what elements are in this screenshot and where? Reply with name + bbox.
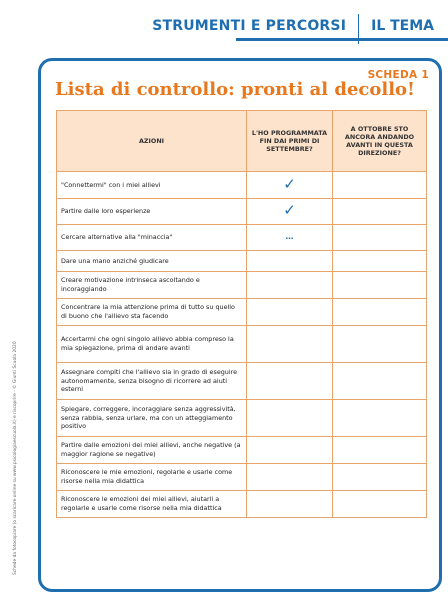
programmata-cell[interactable] [247, 199, 333, 225]
ottobre-cell[interactable] [333, 199, 427, 225]
action-cell: Creare motivazione intrinseca ascoltando e incoraggiando [57, 272, 247, 299]
table-row [57, 326, 427, 363]
programmata-cell[interactable] [247, 225, 333, 251]
action-cell: Spiegare, correggere, incoraggiare senza aggressività, senza rabbia, senza urlare, ma con un atteggiamento positivo [57, 400, 247, 437]
ellipsis-mark: … [285, 232, 294, 242]
scheda-label: SCHEDA 1 [367, 69, 429, 81]
action-cell: Partire dalle loro esperienze [57, 199, 247, 225]
table-row [57, 491, 427, 518]
programmata-cell[interactable] [247, 251, 333, 272]
ottobre-cell[interactable] [333, 464, 427, 491]
action-cell: Dare una mano anziché giudicare [57, 251, 247, 272]
table-row [57, 400, 427, 437]
action-cell: Assegnare compiti che l'allievo sia in grado di eseguire autonomamente, senza bisogno di ricorrere ad aiuti esterni [57, 363, 247, 400]
table-row [57, 437, 427, 464]
programmata-cell[interactable] [247, 363, 333, 400]
ottobre-cell[interactable] [333, 225, 427, 251]
header-rule [236, 38, 448, 41]
programmata-cell[interactable] [247, 464, 333, 491]
table-row [57, 225, 427, 251]
tema-label: IL TEMA [371, 18, 434, 34]
ottobre-cell[interactable] [333, 363, 427, 400]
ottobre-cell[interactable] [333, 172, 427, 199]
action-cell: Concentrare la mia attenzione prima di tutto su quello di buono che l'allievo sta facendo [57, 299, 247, 326]
action-cell: Riconoscere le emozioni dei miei allievi, aiutarli a regolarle e usarle come risorse nella mia didattica [57, 491, 247, 518]
ottobre-cell[interactable] [333, 400, 427, 437]
ottobre-cell[interactable] [333, 326, 427, 363]
table-header-row [57, 111, 427, 172]
ottobre-cell[interactable] [333, 251, 427, 272]
ottobre-cell[interactable] [333, 437, 427, 464]
programmata-cell[interactable] [247, 172, 333, 199]
action-cell: "Connettermi" con i miei allievi [57, 172, 247, 199]
programmata-cell[interactable] [247, 299, 333, 326]
action-cell: Cercare alternative alla "minaccia" [57, 225, 247, 251]
checkmark-icon: ✓ [283, 201, 296, 220]
programmata-cell[interactable] [247, 437, 333, 464]
column-header-programmata: L'HO PROGRAMMATA FIN DAI PRIMI DI SETTEMBRE? [247, 111, 333, 172]
worksheet-card [38, 58, 442, 592]
table-row [57, 172, 427, 199]
programmata-cell[interactable] [247, 491, 333, 518]
worksheet-title: Lista di controllo: pronti al decollo! [55, 79, 415, 100]
ottobre-cell[interactable] [333, 272, 427, 299]
action-cell: Riconoscere le mie emozioni, regolarle e usarle come risorse nella mia didattica [57, 464, 247, 491]
action-cell: Partire dalle emozioni dei miei allievi, anche negative (a maggior ragione se negative) [57, 437, 247, 464]
programmata-cell[interactable] [247, 326, 333, 363]
ottobre-cell[interactable] [333, 299, 427, 326]
checklist-table [56, 110, 427, 518]
ottobre-cell[interactable] [333, 491, 427, 518]
table-row [57, 251, 427, 272]
action-cell: Accertarmi che ogni singolo allievo abbia compreso la mia spiegazione, prima di andare avanti [57, 326, 247, 363]
side-note: Schede da fotocopiare (o scaricare online su www.psicologiaescuola.it) e riscoprire - © Giunti Scuola 2020 [13, 341, 18, 575]
column-header-ottobre: A OTTOBRE STO ANCORA ANDANDO AVANTI IN QUESTA DIREZIONE? [333, 111, 427, 172]
table-row [57, 299, 427, 326]
section-title: STRUMENTI E PERCORSI [152, 18, 347, 34]
checkmark-icon: ✓ [283, 174, 296, 193]
programmata-cell[interactable] [247, 400, 333, 437]
programmata-cell[interactable] [247, 272, 333, 299]
table-row [57, 363, 427, 400]
column-header-azioni: AZIONI [57, 111, 247, 172]
table-row [57, 272, 427, 299]
table-row [57, 199, 427, 225]
table-row [57, 464, 427, 491]
